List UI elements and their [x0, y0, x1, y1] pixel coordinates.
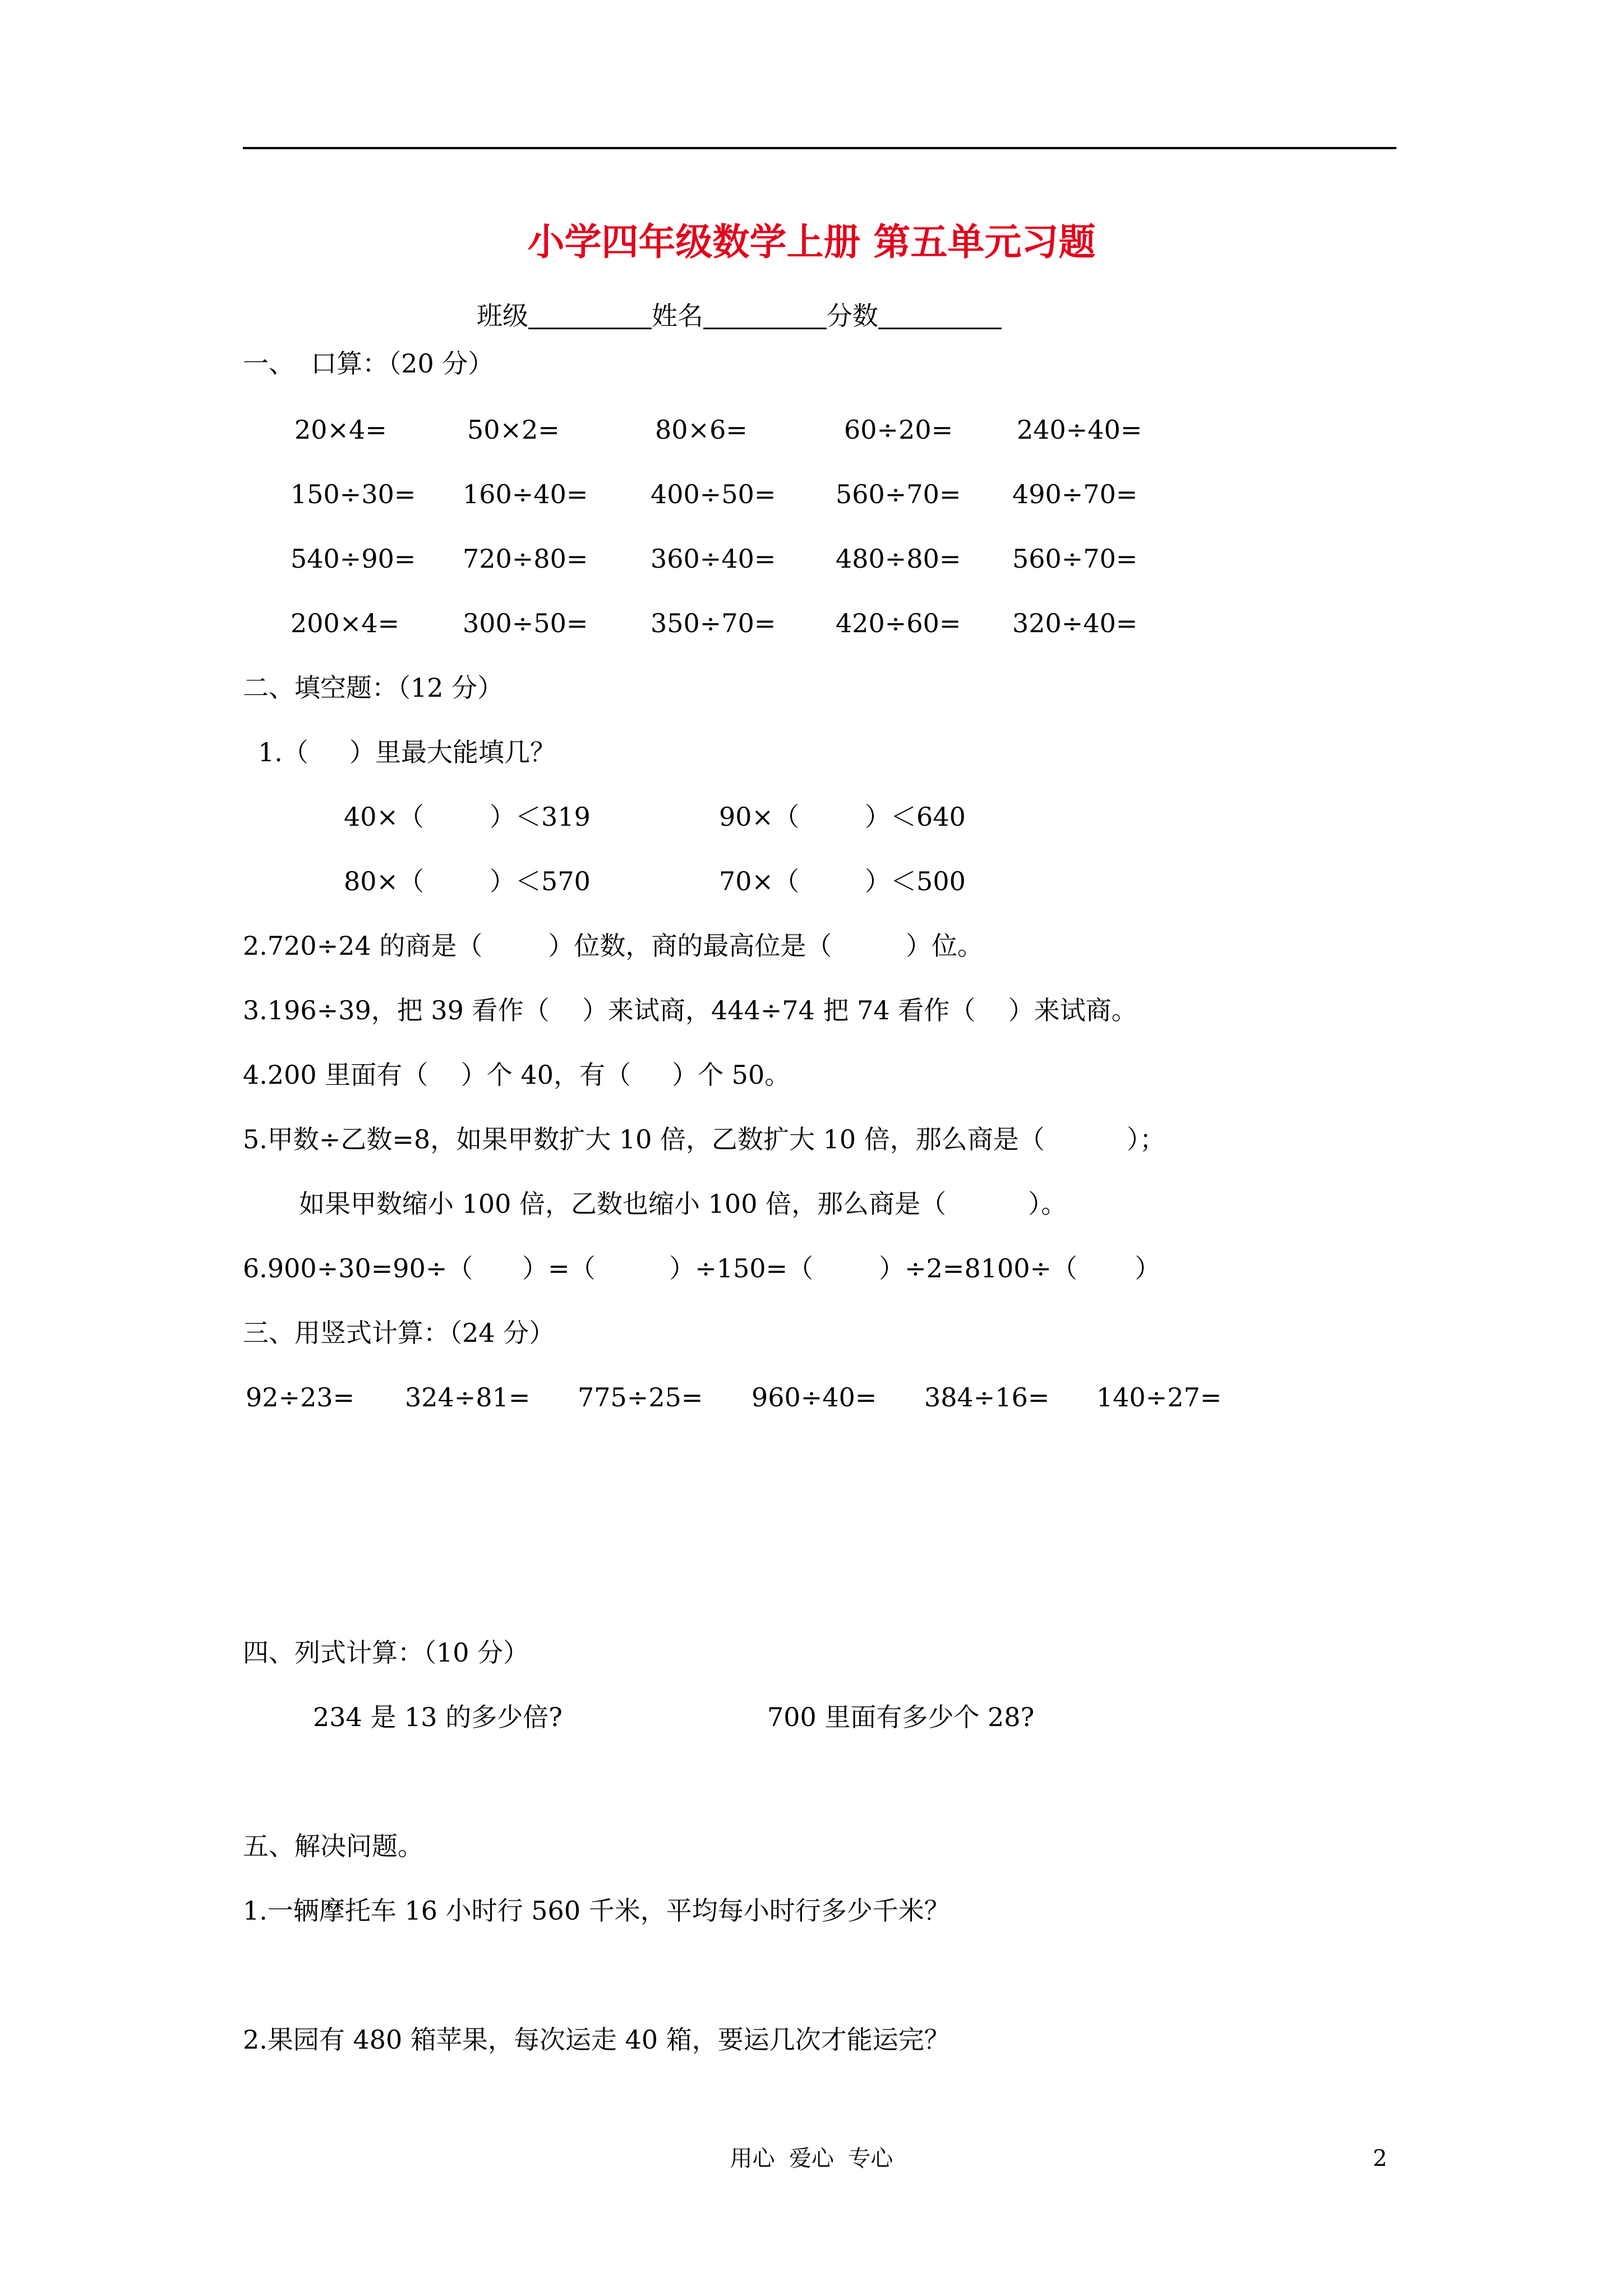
oral-calc-item: 490÷70=	[1012, 479, 1138, 509]
oral-calc-item: 350÷70=	[651, 608, 776, 638]
oral-calc-item: 540÷90=	[291, 544, 416, 574]
fill-question-5: 5.甲数÷乙数=8，如果甲数扩大 10 倍，乙数扩大 10 倍，那么商是（ ）；	[243, 1124, 1166, 1154]
equation-item: 700 里面有多少个 28?	[767, 1702, 1035, 1732]
oral-calc-item: 560÷70=	[836, 479, 961, 509]
fill-question-5-cont: 如果甲数缩小 100 倍，乙数也缩小 100 倍，那么商是（ ）。	[299, 1189, 1067, 1219]
oral-calc-item: 560÷70=	[1012, 544, 1138, 574]
vertical-calc-item: 775÷25=	[578, 1382, 703, 1412]
oral-calc-item: 160÷40=	[463, 479, 588, 509]
oral-calc-item: 240÷40=	[1017, 415, 1142, 445]
oral-calc-item: 480÷80=	[836, 544, 961, 574]
oral-calc-item: 20×4=	[294, 415, 387, 445]
class-label: 班级	[477, 301, 528, 331]
fill-item: 70×（ ）＜500	[719, 866, 966, 896]
fill-question-3: 3.196÷39，把 39 看作（ ）来试商，444÷74 把 74 看作（ ）来试商。	[243, 995, 1137, 1025]
oral-calc-item: 200×4=	[291, 608, 400, 638]
page-title: 小学四年级数学上册 第五单元习题	[527, 220, 1096, 264]
oral-calc-item: 720÷80=	[463, 544, 588, 574]
oral-calc-item: 420÷60=	[836, 608, 961, 638]
fill-question-4: 4.200 里面有（ ）个 40，有（ ）个 50。	[243, 1060, 791, 1090]
fill-item: 40×（ ）＜319	[344, 802, 591, 832]
oral-calc-item: 60÷20=	[844, 415, 953, 445]
header-rule	[243, 147, 1396, 149]
oral-calc-item: 50×2=	[467, 415, 560, 445]
student-info-line	[477, 303, 1002, 329]
footer-slogan: 用心 爱心 专心	[730, 2146, 893, 2171]
section4-heading: 四、列式计算：（10 分）	[243, 1637, 529, 1668]
fill-item: 80×（ ）＜570	[344, 866, 591, 896]
oral-calc-item: 150÷30=	[291, 479, 416, 509]
name-label: 姓名	[652, 301, 703, 331]
fill-question-6: 6.900÷30=90÷（ ）=（ ）÷150=（ ）÷2=8100÷（ ）	[243, 1253, 1161, 1283]
vertical-calc-item: 384÷16=	[924, 1382, 1050, 1412]
score-label: 分数	[827, 301, 878, 331]
fill-question-1: 1.（ ）里最大能填几？	[258, 737, 556, 767]
oral-calc-item: 320÷40=	[1012, 608, 1138, 638]
section3-heading: 三、用竖式计算：（24 分）	[243, 1318, 555, 1348]
equation-item: 234 是 13 的多少倍?	[313, 1702, 562, 1732]
vertical-calc-item: 324÷81=	[405, 1382, 531, 1412]
vertical-calc-item: 140÷27=	[1096, 1382, 1222, 1412]
oral-calc-item: 400÷50=	[651, 479, 776, 509]
oral-calc-item: 360÷40=	[651, 544, 776, 574]
fill-item: 90×（ ）＜640	[719, 802, 966, 832]
vertical-calc-item: 92÷23=	[246, 1382, 355, 1412]
word-problem-2: 2.果园有 480 箱苹果，每次运走 40 箱，要运几次才能运完？	[243, 2024, 950, 2055]
class-blank[interactable]	[528, 303, 652, 329]
vertical-calc-item: 960÷40=	[751, 1382, 877, 1412]
score-blank[interactable]	[878, 303, 1002, 329]
page-number: 2	[1373, 2146, 1387, 2171]
section1-heading: 一、 口算：（20 分）	[243, 348, 494, 379]
section5-heading: 五、解决问题。	[243, 1831, 423, 1861]
oral-calc-item: 300÷50=	[463, 608, 588, 638]
section2-heading: 二、填空题：（12 分）	[243, 673, 504, 703]
word-problem-1: 1.一辆摩托车 16 小时行 560 千米，平均每小时行多少千米？	[243, 1895, 950, 1926]
oral-calc-item: 80×6=	[655, 415, 748, 445]
fill-question-2: 2.720÷24 的商是（ ）位数，商的最高位是（ ）位。	[243, 931, 983, 961]
name-blank[interactable]	[703, 303, 827, 329]
